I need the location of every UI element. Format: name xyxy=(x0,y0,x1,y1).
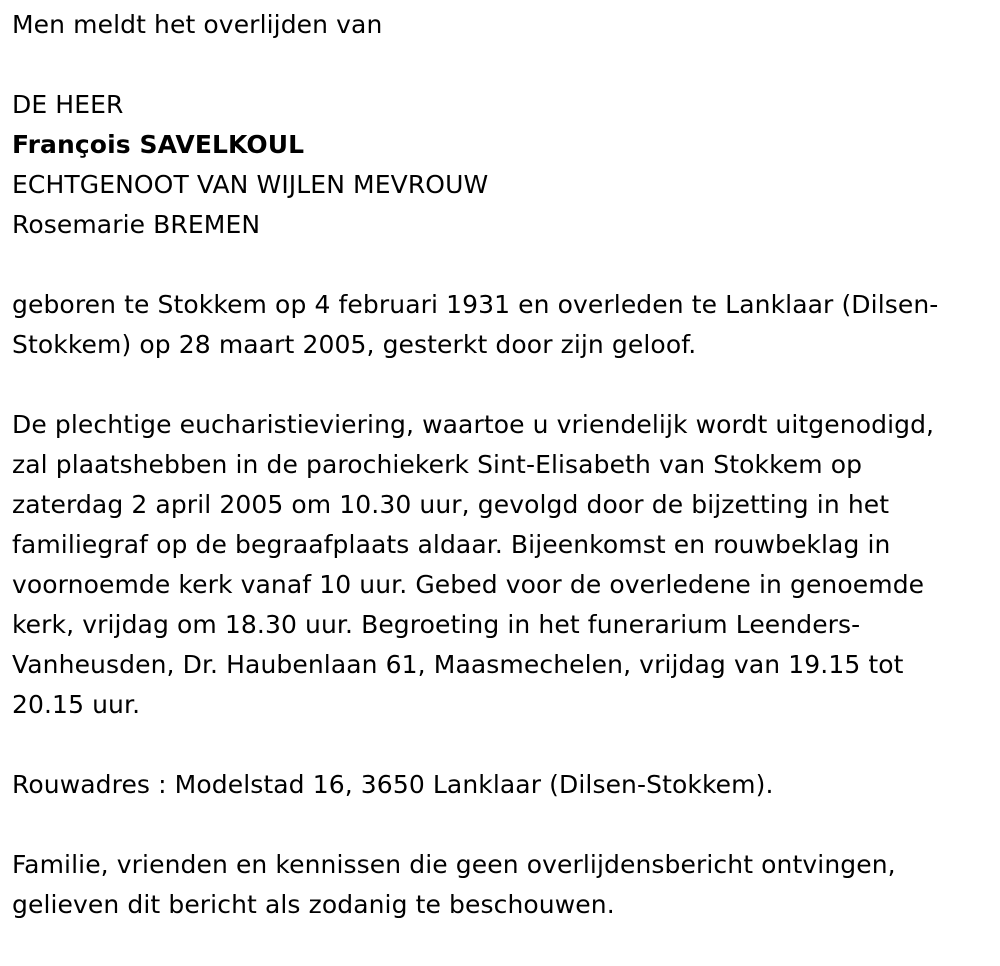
closing-line: gelieven dit bericht als zodanig te beschouwen. xyxy=(12,890,615,919)
closing-line: Familie, vrienden en kennissen die geen overlijdensbericht ontvingen, xyxy=(12,850,896,879)
ceremony-line: voornoemde kerk vanaf 10 uur. Gebed voor de overledene in genoemde xyxy=(12,570,925,599)
birth-death-line: geboren te Stokkem op 4 februari 1931 en overleden te Lanklaar (Dilsen- xyxy=(12,290,939,319)
ceremony-line: familiegraf op de begraafplaats aldaar. Bijeenkomst en rouwbeklag in xyxy=(12,530,891,559)
honorific: DE HEER xyxy=(12,90,124,119)
mourning-address: Rouwadres : Modelstad 16, 3650 Lanklaar (Dilsen-Stokkem). xyxy=(12,770,774,799)
closing-paragraph xyxy=(12,845,990,925)
intro-line: Men meldt het overlijden van xyxy=(12,10,383,39)
deceased-name xyxy=(12,125,990,165)
deceased-first-name: François xyxy=(12,130,131,159)
birth-death-line: Stokkem) op 28 maart 2005, gesterkt door zijn geloof. xyxy=(12,330,697,359)
deceased-surname: SAVELKOUL xyxy=(139,130,305,159)
birth-death-paragraph xyxy=(12,285,990,365)
ceremony-line: 20.15 uur. xyxy=(12,690,141,719)
obituary-notice xyxy=(12,0,990,925)
spouse-prefix: ECHTGENOOT VAN WIJLEN MEVROUW xyxy=(12,170,489,199)
ceremony-line: zal plaatshebben in de parochiekerk Sint-Elisabeth van Stokkem op xyxy=(12,450,863,479)
ceremony-line: kerk, vrijdag om 18.30 uur. Begroeting in het funerarium Leenders- xyxy=(12,610,861,639)
spouse-name: Rosemarie BREMEN xyxy=(12,210,261,239)
ceremony-line: zaterdag 2 april 2005 om 10.30 uur, gevolgd door de bijzetting in het xyxy=(12,490,890,519)
ceremony-paragraph xyxy=(12,405,990,725)
ceremony-line: De plechtige eucharistieviering, waartoe u vriendelijk wordt uitgenodigd, xyxy=(12,410,935,439)
ceremony-line: Vanheusden, Dr. Haubenlaan 61, Maasmechelen, vrijdag van 19.15 tot xyxy=(12,650,904,679)
